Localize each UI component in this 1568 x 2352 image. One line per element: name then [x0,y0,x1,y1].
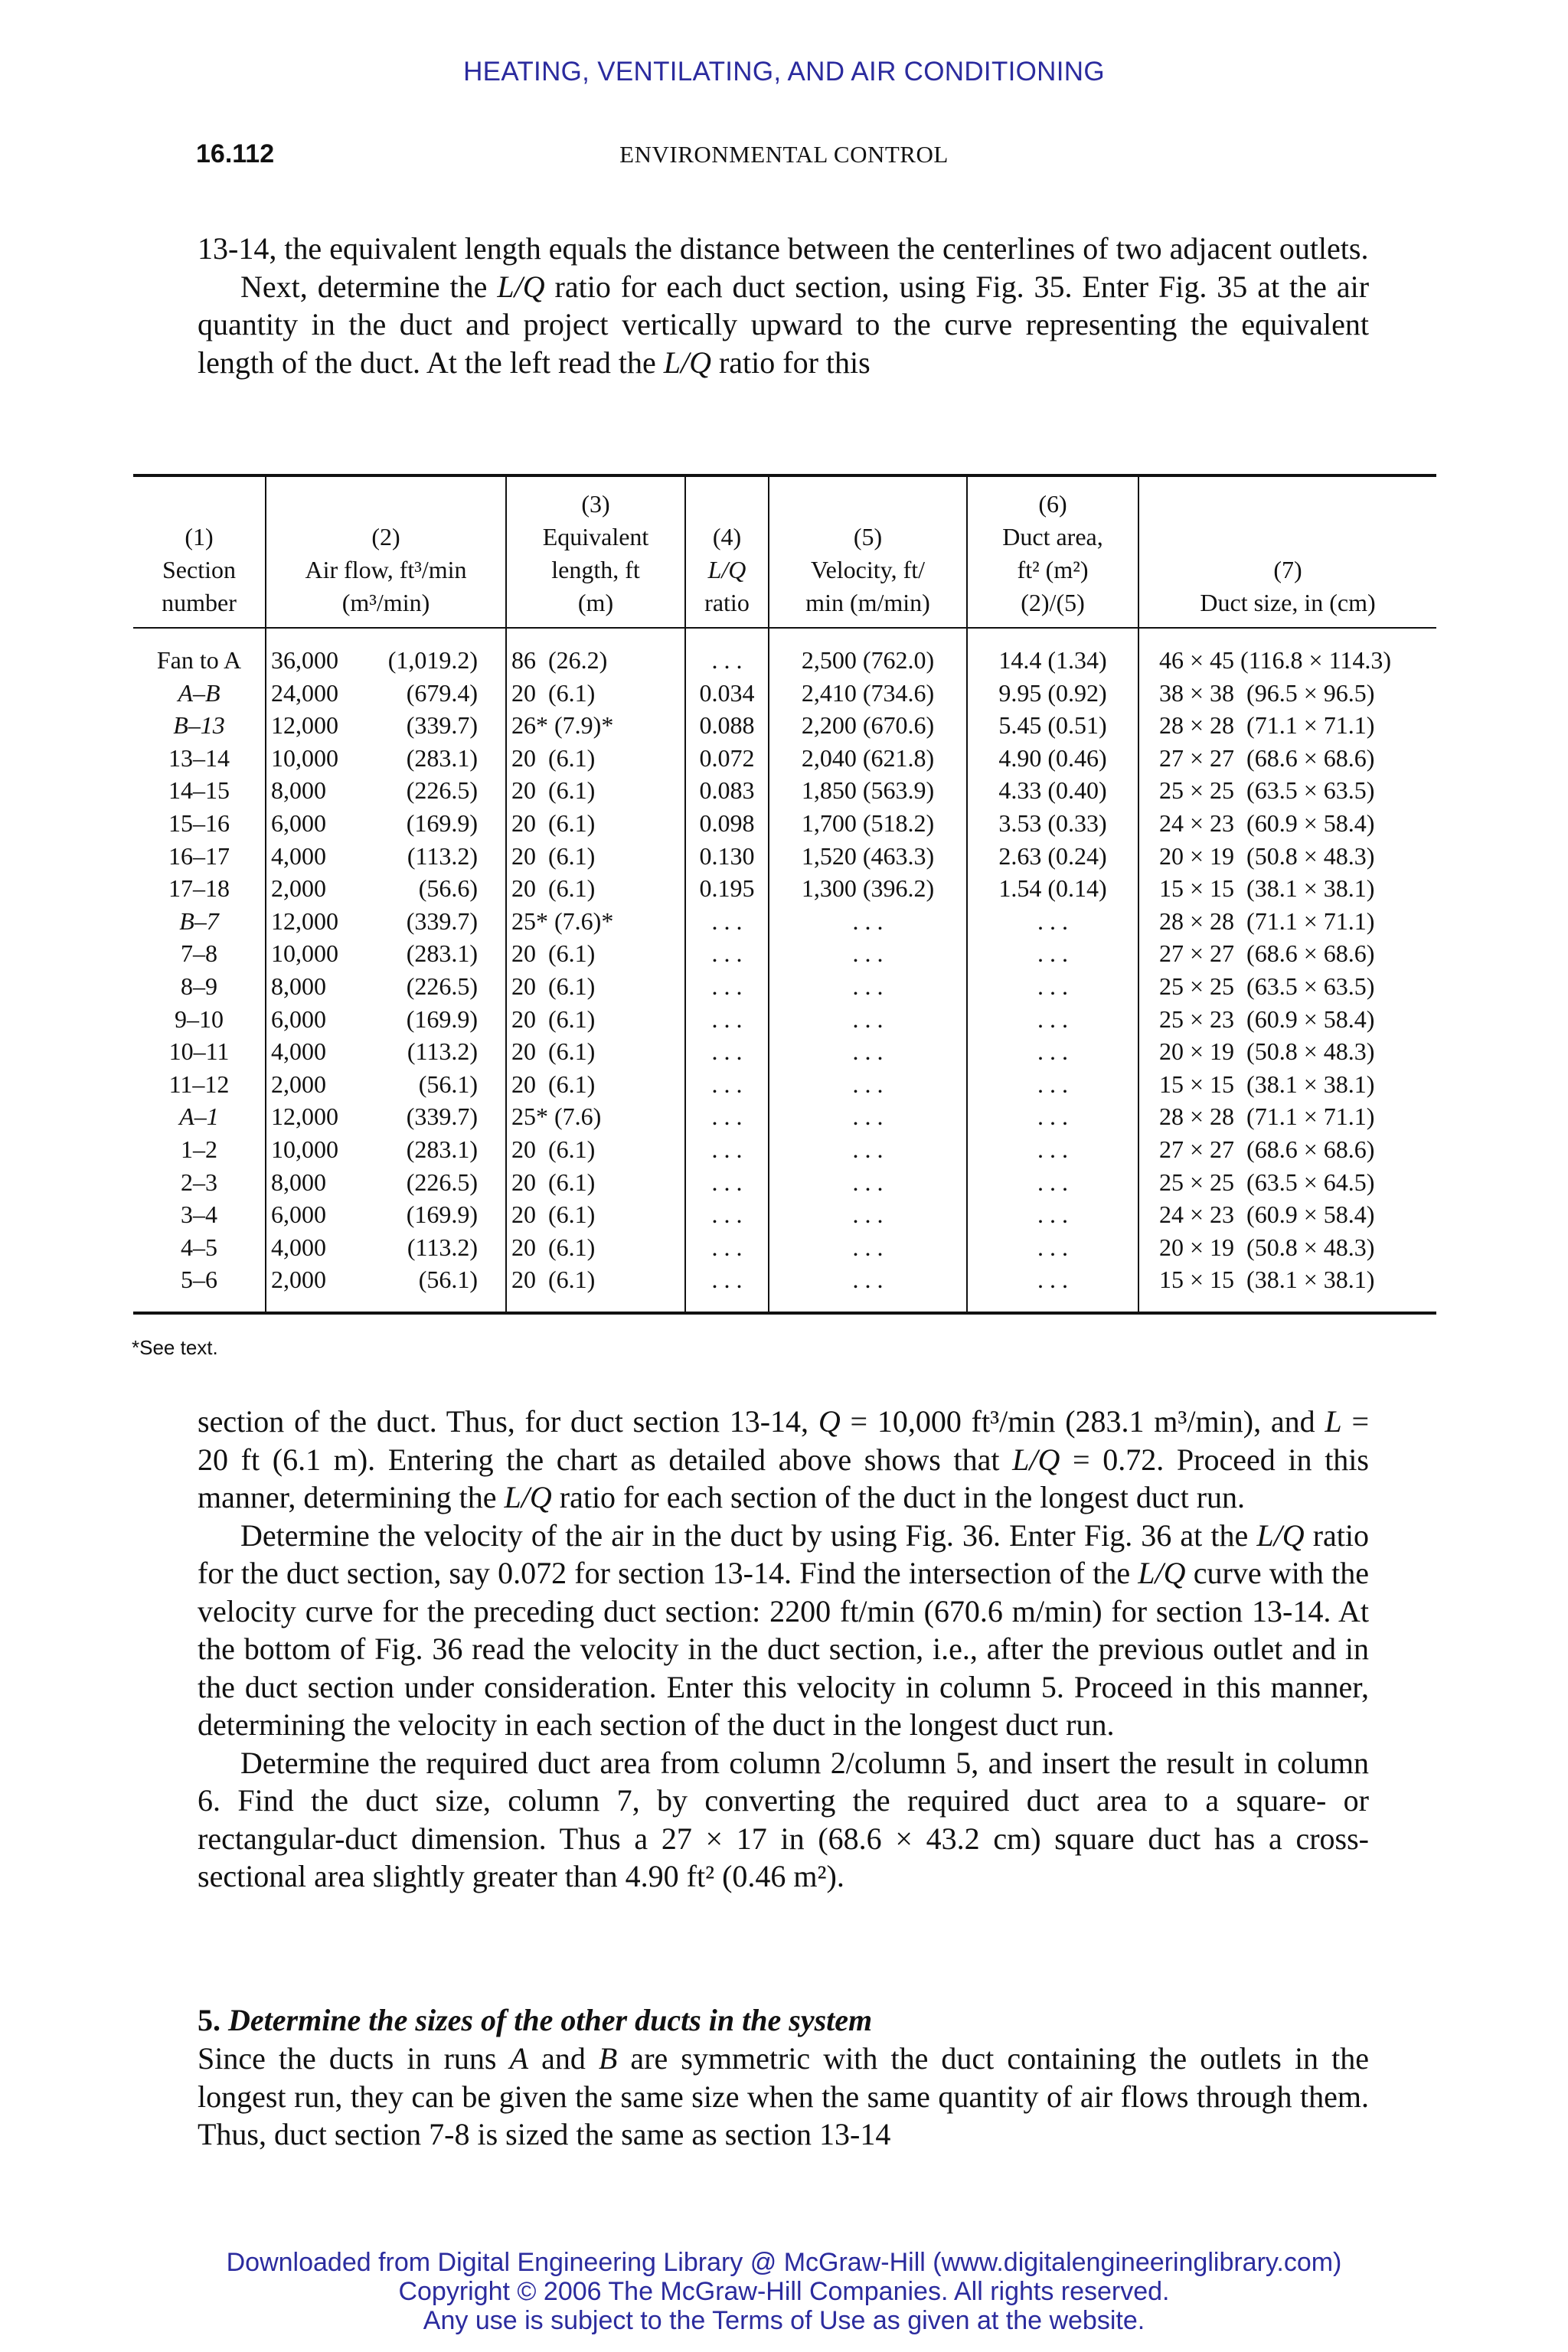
data-table [133,474,1436,1315]
section-cell: 13–14 [133,742,266,775]
velocity-cell: 2,200 (670.6) [769,709,967,742]
duct-size-cell: 20 × 19 (50.8 × 48.3) [1159,1037,1375,1066]
footer-copyright: Copyright © 2006 The McGraw-Hill Companies. All rights reserved. [398,2277,1170,2306]
length-cell: 20 (6.1) [506,1231,685,1264]
length-cell: 20 (6.1) [506,1035,685,1068]
air-flow-cell [266,1166,506,1199]
air-flow-ft: 36,000 [271,646,338,674]
length-cell: 20 (6.1) [506,1166,685,1199]
duct-area-cell: . . . [967,1035,1138,1068]
section-cell: B–7 [133,905,266,938]
duct-area-cell: . . . [967,1133,1138,1166]
intro-paragraphs [198,230,1369,381]
velocity-cell: . . . [769,1166,967,1199]
table-row [133,872,1436,905]
air-flow-cell [266,774,506,807]
air-flow-ft: 2,000 [271,1070,326,1098]
air-flow-ft: 4,000 [271,841,326,870]
air-flow-ft: 8,000 [271,776,326,805]
length-cell: 25* (7.6) [506,1100,685,1133]
air-flow-ft: 6,000 [271,1200,326,1229]
table-header-row [133,475,1436,628]
header-section-number: (1) Section number [133,475,266,628]
air-flow-cell [266,970,506,1003]
duct-area-cell: 4.33 (0.40) [967,774,1138,807]
table-row [133,628,1436,677]
air-flow-m: (226.5) [406,972,478,1000]
length-cell: 20 (6.1) [506,937,685,970]
section-cell: 16–17 [133,840,266,873]
air-flow-cell [266,840,506,873]
air-flow-cell [266,872,506,905]
duct-size-cell: 27 × 27 (68.6 × 68.6) [1159,1135,1375,1163]
paragraph: 13-14, the equivalent length equals the distance between the centerlines of two adjacent outlets. [198,231,1369,266]
section-cell: 4–5 [133,1231,266,1264]
duct-area-cell: . . . [967,1231,1138,1264]
duct-area-cell: . . . [967,970,1138,1003]
duct-size-cell: 25 × 25 (63.5 × 63.5) [1159,776,1375,805]
duct-area-cell: 1.54 (0.14) [967,872,1138,905]
velocity-cell: 1,300 (396.2) [769,872,967,905]
air-flow-m: (1,019.2) [387,646,478,674]
velocity-cell: . . . [769,1035,967,1068]
duct-size-cell: 15 × 15 (38.1 × 38.1) [1159,1070,1375,1098]
air-flow-ft: 4,000 [271,1233,326,1261]
air-flow-cell [266,677,506,710]
length-cell: 20 (6.1) [506,1003,685,1036]
table-row [133,807,1436,840]
paragraph: Next, determine the L/Q ratio for each duct section, using Fig. 35. Enter Fig. 35 at the air quantity in the duct and project vertically upward to the curve representing the equivalent length of the duct. At the left read the L/Q ratio for this [198,269,1370,380]
air-flow-cell [266,905,506,938]
duct-size-cell: 25 × 25 (63.5 × 63.5) [1159,972,1375,1000]
air-flow-m: (169.9) [406,1004,478,1033]
velocity-cell: . . . [769,1068,967,1101]
air-flow-m: (283.1) [406,1135,478,1163]
air-flow-ft: 10,000 [271,1135,338,1163]
duct-size-cell: 27 × 27 (68.6 × 68.6) [1159,743,1375,772]
air-flow-m: (226.5) [406,1168,478,1196]
lq-ratio-cell: 0.130 [685,840,769,873]
table-row [133,709,1436,742]
section-cell: 15–16 [133,807,266,840]
length-cell: 20 (6.1) [506,1263,685,1313]
lq-ratio-cell: 0.034 [685,677,769,710]
method-paragraphs [198,1403,1369,1896]
air-flow-cell [266,1198,506,1231]
duct-area-cell: . . . [967,905,1138,938]
duct-size-cell: 15 × 15 (38.1 × 38.1) [1159,874,1375,903]
velocity-cell: . . . [769,1198,967,1231]
section-cell: 10–11 [133,1035,266,1068]
duct-size-cell: 20 × 19 (50.8 × 48.3) [1159,1233,1375,1261]
air-flow-ft: 6,000 [271,1004,326,1033]
duct-size-cell: 15 × 15 (38.1 × 38.1) [1159,1266,1375,1294]
lq-ratio-cell: . . . [685,628,769,677]
table-row [133,1231,1436,1264]
section-cell: Fan to A [133,628,266,677]
table-row [133,970,1436,1003]
air-flow-cell [266,1263,506,1313]
length-cell: 20 (6.1) [506,1133,685,1166]
section-cell: 3–4 [133,1198,266,1231]
section-cell: 17–18 [133,872,266,905]
air-flow-m: (339.7) [406,1102,478,1131]
download-footer [0,2248,1568,2335]
length-cell: 20 (6.1) [506,774,685,807]
length-cell: 20 (6.1) [506,1068,685,1101]
air-flow-ft: 10,000 [271,939,338,968]
duct-sizing-table [133,474,1436,1315]
table-row [133,1198,1436,1231]
lq-ratio-cell: . . . [685,1100,769,1133]
air-flow-ft: 12,000 [271,711,338,740]
velocity-cell: 2,500 (762.0) [769,628,967,677]
length-cell: 20 (6.1) [506,970,685,1003]
header-lq-ratio: (4) L/Q ratio [685,475,769,628]
section-cell: 1–2 [133,1133,266,1166]
section-cell: 8–9 [133,970,266,1003]
air-flow-cell [266,1068,506,1101]
lq-ratio-cell: . . . [685,937,769,970]
header-air-flow: (2) Air flow, ft³/min (m³/min) [266,475,506,628]
air-flow-ft: 4,000 [271,1037,326,1066]
table-row [133,1035,1436,1068]
footer-terms: Any use is subject to the Terms of Use as given at the website. [423,2306,1145,2335]
length-cell: 20 (6.1) [506,840,685,873]
lq-ratio-cell: 0.098 [685,807,769,840]
paragraph: section of the duct. Thus, for duct section 13-14, Q = 10,000 ft³/min (283.1 m³/min), and L = 20 ft (6.1 m). Entering the chart as detailed above shows that L/Q = 0.72. Proceed in this manner, determining the L/Q ratio for each section of the duct in the longest duct run. [198,1404,1370,1514]
length-cell: 20 (6.1) [506,1198,685,1231]
air-flow-m: (226.5) [406,776,478,805]
length-cell: 25* (7.6)* [506,905,685,938]
velocity-cell: . . . [769,1133,967,1166]
air-flow-ft: 12,000 [271,1102,338,1131]
length-cell: 20 (6.1) [506,677,685,710]
air-flow-ft: 24,000 [271,678,338,707]
duct-size-cell: 25 × 23 (60.9 × 58.4) [1159,1004,1375,1033]
air-flow-cell [266,1035,506,1068]
air-flow-ft: 2,000 [271,1266,326,1294]
air-flow-m: (56.1) [418,1070,478,1098]
table-row [133,1166,1436,1199]
section-cell: 5–6 [133,1263,266,1313]
duct-area-cell: . . . [967,937,1138,970]
section-cell: 9–10 [133,1003,266,1036]
air-flow-m: (169.9) [406,808,478,837]
table-row [133,840,1436,873]
footer-link[interactable]: Downloaded from Digital Engineering Library @ McGraw-Hill (www.digitalengineeringlibrary.com) [226,2248,1342,2277]
air-flow-m: (113.2) [407,1037,478,1066]
header-equivalent-length: (3) Equivalent length, ft (m) [506,475,685,628]
air-flow-m: (113.2) [407,1233,478,1261]
velocity-cell: . . . [769,970,967,1003]
duct-size-cell: 27 × 27 (68.6 × 68.6) [1159,939,1375,968]
velocity-cell: 1,520 (463.3) [769,840,967,873]
section-heading: 5. Determine the sizes of the other ducts in the system [198,2003,873,2037]
velocity-cell: . . . [769,1263,967,1313]
air-flow-cell [266,937,506,970]
duct-area-cell: 14.4 (1.34) [967,628,1138,677]
length-cell: 20 (6.1) [506,872,685,905]
lq-ratio-cell: . . . [685,1166,769,1199]
lq-ratio-cell: . . . [685,1231,769,1264]
table-row [133,774,1436,807]
velocity-cell: . . . [769,1231,967,1264]
duct-area-cell: . . . [967,1198,1138,1231]
duct-area-cell: . . . [967,1263,1138,1313]
duct-area-cell: 4.90 (0.46) [967,742,1138,775]
lq-ratio-cell: . . . [685,1035,769,1068]
velocity-cell: . . . [769,937,967,970]
duct-size-cell: 24 × 23 (60.9 × 58.4) [1159,808,1375,837]
section-cell: A–B [133,677,266,710]
lq-ratio-cell: . . . [685,1133,769,1166]
table-row [133,1068,1436,1101]
lq-ratio-cell: 0.083 [685,774,769,807]
air-flow-ft: 2,000 [271,874,326,903]
table-row [133,677,1436,710]
table-body [133,628,1436,1313]
paragraph: Since the ducts in runs A and B are symmetric with the duct containing the outlets in the longest run, they can be given the same size when the same quantity of air flows through them. Thus, duct section 7-8 is sized the same as section 13-14 [198,2041,1370,2151]
velocity-cell: . . . [769,1003,967,1036]
velocity-cell: 1,700 (518.2) [769,807,967,840]
air-flow-m: (169.9) [406,1200,478,1229]
table-row [133,1100,1436,1133]
duct-area-cell: 3.53 (0.33) [967,807,1138,840]
header-velocity: (5) Velocity, ft/ min (m/min) [769,475,967,628]
section-cell: 7–8 [133,937,266,970]
table-row [133,905,1436,938]
air-flow-m: (56.6) [418,874,478,903]
velocity-cell: 2,410 (734.6) [769,677,967,710]
duct-size-cell: 28 × 28 (71.1 × 71.1) [1159,1102,1375,1131]
lq-ratio-cell: 0.088 [685,709,769,742]
air-flow-m: (339.7) [406,711,478,740]
section-cell: 2–3 [133,1166,266,1199]
air-flow-ft: 10,000 [271,743,338,772]
length-cell: 20 (6.1) [506,807,685,840]
duct-size-cell: 24 × 23 (60.9 × 58.4) [1159,1200,1375,1229]
header-duct-area: (6) Duct area, ft² (m²) (2)/(5) [967,475,1138,628]
air-flow-cell [266,628,506,677]
duct-area-cell: 9.95 (0.92) [967,677,1138,710]
duct-size-cell: 20 × 19 (50.8 × 48.3) [1159,841,1375,870]
air-flow-m: (283.1) [406,743,478,772]
lq-ratio-cell: 0.072 [685,742,769,775]
section-cell: A–1 [133,1100,266,1133]
length-cell: 86 (26.2) [506,628,685,677]
air-flow-ft: 12,000 [271,906,338,935]
air-flow-m: (283.1) [406,939,478,968]
table-row [133,742,1436,775]
air-flow-cell [266,1003,506,1036]
air-flow-m: (56.1) [418,1266,478,1294]
paragraph: Determine the required duct area from column 2/column 5, and insert the result in column 6. Find the duct size, column 7, by converting the required duct area to a square- or rectangular-duct dimension. Thus a 27 × 17 in (68.6 × 43.2 cm) square duct has a cross-sectional area slightly greater than 4.90 ft² (0.46 m²). [198,1745,1369,1893]
duct-area-cell: . . . [967,1100,1138,1133]
air-flow-m: (113.2) [407,841,478,870]
air-flow-cell [266,807,506,840]
duct-size-cell: 25 × 25 (63.5 × 64.5) [1159,1168,1375,1196]
air-flow-m: (339.7) [406,906,478,935]
page-number: 16.112 [196,139,275,168]
lq-ratio-cell: . . . [685,1263,769,1313]
closing-paragraph [198,2040,1369,2154]
air-flow-ft: 8,000 [271,1168,326,1196]
table-row [133,1003,1436,1036]
lq-ratio-cell: . . . [685,1003,769,1036]
air-flow-m: (679.4) [406,678,478,707]
duct-area-cell: 5.45 (0.51) [967,709,1138,742]
duct-size-cell: 28 × 28 (71.1 × 71.1) [1159,711,1375,740]
air-flow-cell [266,1100,506,1133]
lq-ratio-cell: 0.195 [685,872,769,905]
duct-area-cell: 2.63 (0.24) [967,840,1138,873]
length-cell: 26* (7.9)* [506,709,685,742]
table-footnote: *See text. [132,1336,218,1359]
duct-area-cell: . . . [967,1003,1138,1036]
velocity-cell: . . . [769,905,967,938]
air-flow-ft: 8,000 [271,972,326,1000]
header-duct-size: (7) Duct size, in (cm) [1200,556,1376,616]
air-flow-cell [266,709,506,742]
section-cell: 11–12 [133,1068,266,1101]
lq-ratio-cell: . . . [685,1198,769,1231]
air-flow-cell [266,1133,506,1166]
air-flow-cell [266,1231,506,1264]
table-row [133,937,1436,970]
section-cell: 14–15 [133,774,266,807]
velocity-cell: 1,850 (563.9) [769,774,967,807]
top-banner-title: HEATING, VENTILATING, AND AIR CONDITIONING [463,57,1105,87]
section-cell: B–13 [133,709,266,742]
lq-ratio-cell: . . . [685,905,769,938]
velocity-cell: . . . [769,1100,967,1133]
table-row [133,1263,1436,1313]
duct-size-cell: 46 × 45 (116.8 × 114.3) [1159,646,1392,674]
duct-area-cell: . . . [967,1166,1138,1199]
velocity-cell: 2,040 (621.8) [769,742,967,775]
length-cell: 20 (6.1) [506,742,685,775]
air-flow-cell [266,742,506,775]
running-head: ENVIRONMENTAL CONTROL [619,141,949,168]
duct-area-cell: . . . [967,1068,1138,1101]
air-flow-ft: 6,000 [271,808,326,837]
paragraph: Determine the velocity of the air in the duct by using Fig. 36. Enter Fig. 36 at the L/Q ratio for the duct section, say 0.072 for section 13-14. Find the intersection of the L/Q curve with the velocity curve for the preceding duct section: 2200 ft/min (670.6 m/min) for section 13-14. At the bottom of Fig. 36 read the velocity in the duct section, i.e., after the previous outlet and in the duct section under consideration. Enter this velocity in column 5. Proceed in this manner, determining the velocity in each section of the duct in the longest duct run. [198,1517,1370,1742]
lq-ratio-cell: . . . [685,1068,769,1101]
lq-ratio-cell: . . . [685,970,769,1003]
duct-size-cell: 28 × 28 (71.1 × 71.1) [1159,906,1375,935]
table-row [133,1133,1436,1166]
duct-size-cell: 38 × 38 (96.5 × 96.5) [1159,678,1375,707]
